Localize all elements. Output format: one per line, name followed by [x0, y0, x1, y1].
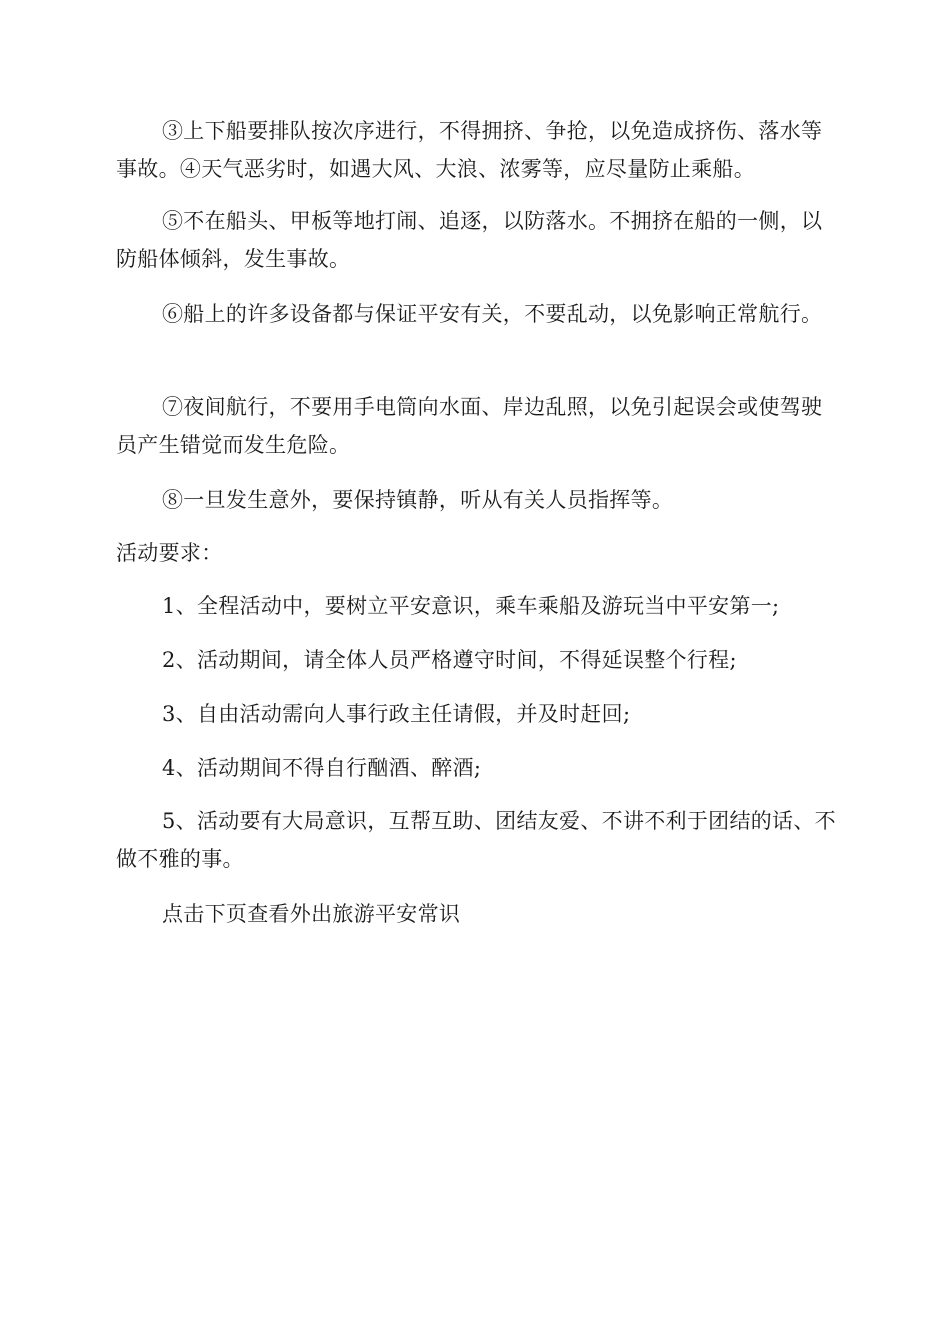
safety-paragraph-5: ⑤不在船头、甲板等地打闹、追逐，以防落水。不拥挤在船的一侧，以防船体倾斜，发生事故。 — [116, 209, 823, 271]
requirement-item-1: 1、全程活动中，要树立平安意识，乘车乘船及游玩当中平安第一; — [162, 594, 780, 618]
safety-paragraph-8: ⑧一旦发生意外，要保持镇静，听从有关人员指挥等。 — [162, 488, 674, 512]
safety-paragraph-7: ⑦夜间航行，不要用手电筒向水面、岸边乱照，以免引起误会或使驾驶员产生错觉而发生危险。 — [116, 395, 823, 457]
safety-paragraph-6: ⑥船上的许多设备都与保证平安有关，不要乱动，以免影响正常航行。 — [162, 302, 823, 326]
requirement-item-4: 4、活动期间不得自行酗酒、醉酒; — [162, 756, 482, 780]
requirement-item-2: 2、活动期间，请全体人员严格遵守时间，不得延误整个行程; — [162, 648, 737, 672]
next-page-link[interactable]: 点击下页查看外出旅游平安常识 — [162, 902, 461, 926]
safety-paragraph-3-4: ③上下船要排队按次序进行，不得拥挤、争抢，以免造成挤伤、落水等事故。④天气恶劣时，如遇大风、大浪、浓雾等，应尽量防止乘船。 — [116, 119, 823, 181]
requirement-item-3: 3、自由活动需向人事行政主任请假，并及时赶回; — [162, 702, 631, 726]
requirement-item-5: 5、活动要有大局意识，互帮互助、团结友爱、不讲不利于团结的话、不做不雅的事。 — [116, 809, 836, 871]
requirements-heading: 活动要求： — [116, 541, 223, 565]
